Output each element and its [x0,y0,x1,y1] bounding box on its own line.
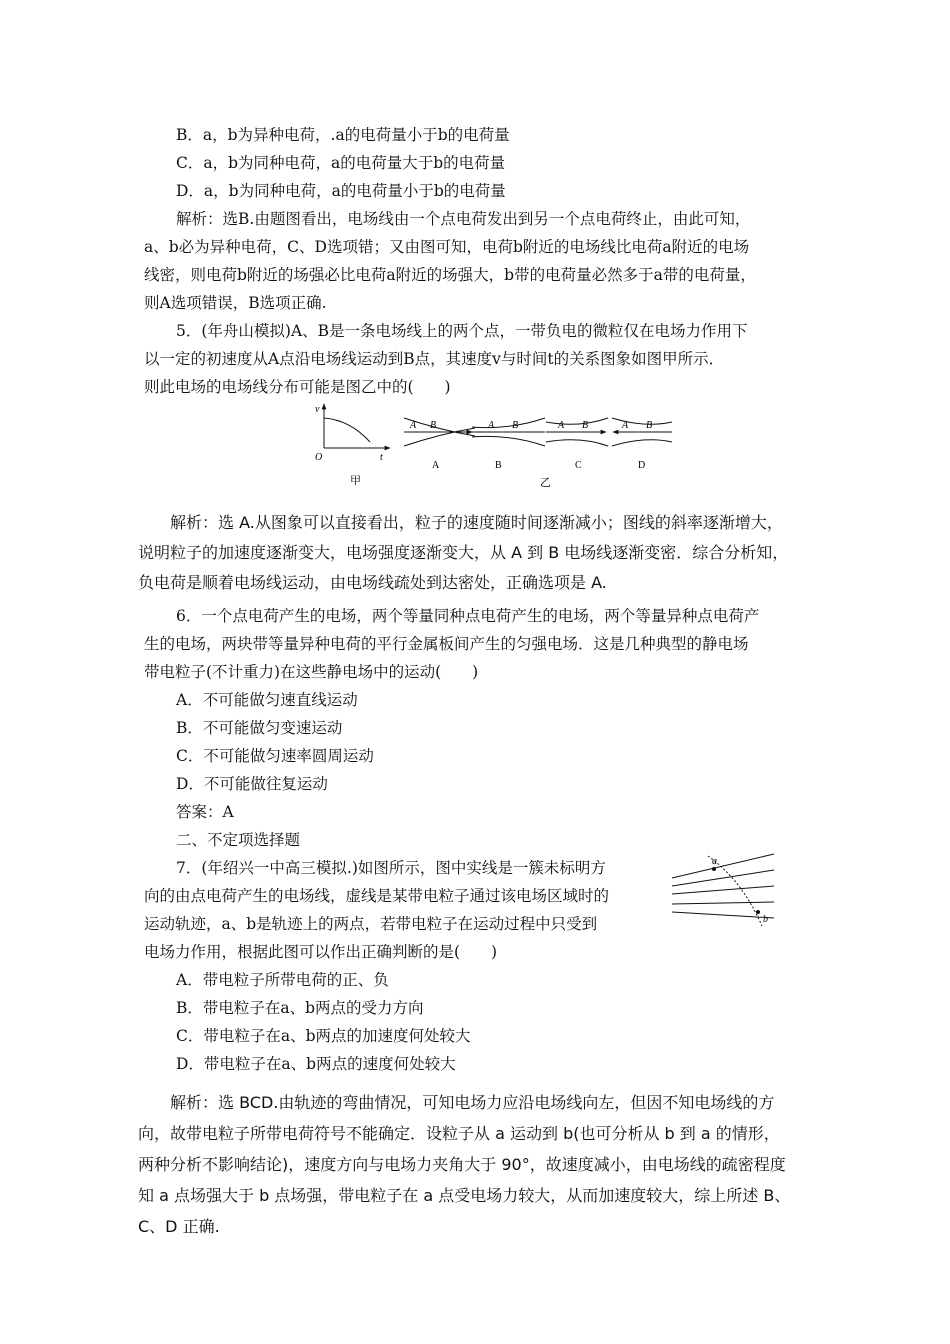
point-a: A [622,420,629,431]
q6-option-a: A．不可能做匀速直线运动 [176,691,358,709]
point-b: B [582,420,589,431]
point-a: A [558,420,565,431]
point-b: B [512,420,519,431]
panel-label-a: A [432,460,440,471]
label-a: a [712,856,717,867]
q7-analysis-line: 向，故带电粒子所带电荷符号不能确定．设粒子从 a 运动到 b(也可分析从 b 到 a 的情形， [138,1124,780,1143]
axis-v-label: v [315,404,320,415]
q4-analysis-line: a、b必为异种电荷，C、D选项错；又由图可知，电荷b附近的电场线比电荷a附近的电场 [144,238,750,256]
field-panel-a [404,418,475,471]
q6-stem-line: 生的电场，两块带等量异种电荷的平行金属板间产生的匀强电场．这是几种典型的静电场 [144,635,749,653]
field-panel-b [460,418,545,471]
q7-stem-line: 7．(年绍兴一中高三模拟.)如图所示，图中实线是一簇未标明方 [176,859,606,877]
origin-label: O [315,452,323,463]
q7-option-b: B．带电粒子在a、b两点的受力方向 [176,999,424,1017]
vt-graph [315,404,390,487]
q7-option-a: A．带电粒子所带电荷的正、负 [176,971,389,989]
q6-answer: 答案：A [176,803,234,821]
section-heading: 二、不定项选择题 [176,831,301,849]
axis-t-label: t [380,452,383,463]
q7-stem-line: 运动轨迹，a、b是轨迹上的两点，若带电粒子在运动过程中只受到 [144,915,598,933]
q5-analysis-line: 负电荷是顺着电场线运动，由电场线疏处到达密处，正确选项是 A. [138,573,607,592]
point-a: A [488,420,495,431]
q6-option-c: C．不可能做匀速率圆周运动 [176,747,374,765]
q7-stem-line: 向的由点电荷产生的电场线，虚线是某带电粒子通过该电场区域时的 [144,887,610,905]
q4-analysis-line: 线密，则电荷b附近的场强必比电荷a附近的场强大，b带的电荷量必然多于a带的电荷量， [144,266,756,284]
q5-stem-line: 以一定的初速度从A点沿电场线运动到B点，其速度v与时间t的关系图象如图甲所示． [144,350,725,368]
q6-option-d: D．不可能做往复运动 [176,775,328,793]
panel-label-b: B [495,460,502,471]
q7-figure [670,850,780,930]
q5-analysis-line: 说明粒子的加速度逐渐变大，电场强度逐渐变大，从 A 到 B 电场线逐渐变密．综合分析知， [138,543,789,562]
q4-option-d: D．a，b为同种电荷，a的电荷量小于b的电荷量 [176,182,506,200]
field-panel-d [612,418,672,471]
panel-label-d: D [638,460,646,471]
caption-yi: 乙 [540,477,551,489]
q5-analysis-line: 解析：选 A.从图象可以直接看出，粒子的速度随时间逐渐减小；图线的斜率逐渐增大， [170,513,783,532]
q5-stem-line: 5．(年舟山模拟)A、B是一条电场线上的两个点，一带负电的微粒仅在电场力作用下 [176,322,748,340]
q7-stem-line: 电场力作用，根据此图可以作出正确判断的是( ) [144,943,498,961]
q7-option-c: C．带电粒子在a、b两点的加速度何处较大 [176,1027,471,1045]
caption-jia: 甲 [350,475,361,487]
q6-stem-line: 6．一个点电荷产生的电场，两个等量同种点电荷产生的电场，两个等量异种点电荷产 [176,607,760,625]
field-panel-c [546,418,608,471]
q7-analysis-line: 知 a 点场强大于 b 点场强，带电粒子在 a 点受电场力较大，从而加速度较大，综上所述 B、 [138,1186,791,1205]
panel-label-c: C [575,460,582,471]
q6-stem-line: 带电粒子(不计重力)在这些静电场中的运动( ) [144,663,479,681]
label-b: b [763,914,768,925]
q7-option-d: D．带电粒子在a、b两点的速度何处较大 [176,1055,456,1073]
q5-stem-line: 则此电场的电场线分布可能是图乙中的( ) [144,378,451,396]
q4-option-c: C．a，b为同种电荷，a的电荷量大于b的电荷量 [176,154,506,172]
q7-analysis-line: 解析：选 BCD.由轨迹的弯曲情况，可知电场力应沿电场线向左，但因不知电场线的方 [170,1093,775,1112]
q7-analysis-line: 两种分析不影响结论)，速度方向与电场力夹角大于 90°，故速度减小，由电场线的疏密程度 [138,1155,786,1174]
point-a: A [410,420,417,431]
q5-figure [300,400,690,495]
point-b: B [430,420,437,431]
q4-analysis-line: 则A选项错误，B选项正确. [144,294,327,312]
q4-option-b: B．a，b为异种电荷，.a的电荷量小于b的电荷量 [176,126,510,144]
point-b: B [646,420,653,431]
q4-analysis-line: 解析：选B.由题图看出，电场线由一个点电荷发出到另一个点电荷终止，由此可知， [176,210,751,228]
q7-analysis-line: C、D 正确. [138,1217,220,1236]
q6-option-b: B．不可能做匀变速运动 [176,719,343,737]
